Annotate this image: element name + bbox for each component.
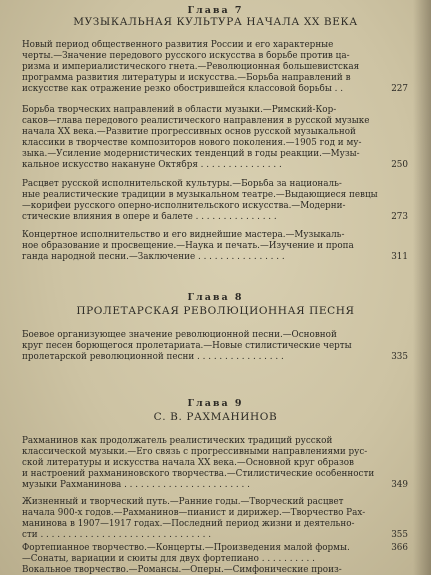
toc-line: музыки Рахманинова . . . . . . . . . . . . . . . . . . . . . . .	[22, 480, 250, 490]
toc-line: манинова в 1907—1917 годах.—Последний период жизни и деятельно-	[22, 519, 355, 529]
toc-line: сти . . . . . . . . . . . . . . . . . . . . . . . . . . . . . . .	[22, 530, 212, 540]
page-edge-shadow	[413, 0, 431, 575]
toc-line: программа развития литературы и искусства.—Борьба направлений в	[22, 73, 351, 83]
toc-line: Жизненный и творческий путь.—Ранние годы.—Творческий расцвет	[22, 497, 344, 507]
toc-line: стические влияния в опере и балете . . . . . . . . . . . . . . .	[22, 212, 277, 222]
toc-line: саков—глава передового реалистического направления в русской музыке	[22, 116, 370, 126]
toc-line: Вокальное творчество.—Романсы.—Оперы.—Симфонические произ-	[22, 565, 342, 575]
toc-line: классики в творчестве композиторов нового поколения.—1905 год и му-	[22, 138, 362, 148]
page-number: 355	[391, 530, 408, 540]
toc-line: ганда народной песни.—Заключение . . . . . . . . . . . . . . . .	[22, 252, 285, 262]
toc-line: —Сонаты, вариации и сюиты для двух фортепиано . . . . . . . . . .	[22, 554, 315, 564]
toc-line: Концертное исполнительство и его виднейшие мастера.—Музыкаль-	[22, 230, 345, 240]
toc-line: Расцвет русской исполнительской культуры.—Борьба за националь-	[22, 179, 342, 189]
toc-line: и настроений рахманиновского творчества.—Стилистические особенности	[22, 469, 375, 479]
page-number: 227	[391, 84, 408, 94]
page-number: 349	[391, 480, 408, 490]
page-number: 250	[391, 160, 408, 170]
chapter-9-label: Глава 9	[187, 398, 244, 409]
toc-line: начала XX века.—Развитие прогрессивных основ русской музыкальной	[22, 127, 356, 137]
toc-line: ризма и империалистического гнета.—Революционная большевистская	[22, 62, 360, 72]
chapter-8-label: Глава 8	[187, 292, 244, 303]
page-number: 311	[391, 252, 408, 262]
toc-line: черты.—Значение передового русского искусства в борьбе против ца-	[22, 51, 350, 61]
toc-line: классической музыки.—Его связь с прогрессивными направлениями рус-	[22, 447, 368, 457]
chapter-8-title: ПРОЛЕТАРСКАЯ РЕВОЛЮЦИОННАЯ ПЕСНЯ	[76, 305, 355, 317]
toc-line: Фортепианное творчество.—Концерты.—Произведения малой формы.	[22, 543, 350, 553]
toc-line: ской литературы и искусства начала XX века.—Основной круг образов	[22, 458, 354, 468]
toc-line: начала 900-х годов.—Рахманинов—пианист и дирижер.—Творчество Рах-	[22, 508, 366, 518]
page-number: 273	[391, 212, 408, 222]
chapter-7-title: МУЗЫКАЛЬНАЯ КУЛЬТУРА НАЧАЛА XX ВЕКА	[73, 16, 358, 28]
page-number: 366	[391, 543, 408, 553]
toc-line: ные реалистические традиции в музыкальном театре.—Выдающиеся певцы	[22, 190, 378, 200]
toc-line: Рахманинов как продолжатель реалистических традиций русской	[22, 436, 333, 446]
toc-line: пролетарской революционной песни . . . . . . . . . . . . . . . .	[22, 352, 284, 362]
toc-line: зыка.—Усиление модернистических тенденций в годы реакции.—Музы-	[22, 149, 360, 159]
toc-line: Борьба творческих направлений в области музыки.—Римский-Кор-	[22, 105, 337, 115]
toc-line: круг песен борющегося пролетариата.—Новые стилистические черты	[22, 341, 352, 351]
toc-line: —корифеи русского оперно-исполнительского искусства.—Модерни-	[22, 201, 346, 211]
toc-line: ное образование и просвещение.—Наука и печать.—Изучение и пропа	[22, 241, 354, 251]
toc-line-text: искусстве как отражение резко обострившейся классовой борьбы . .	[22, 84, 344, 94]
toc-line: кальное искусство накануне Октября . . . . . . . . . . . . . . .	[22, 160, 282, 170]
page-number: 335	[391, 352, 408, 362]
toc-line: Боевое организующее значение революционной песни.—Основной	[22, 330, 337, 340]
chapter-9-title: С. В. РАХМАНИНОВ	[153, 411, 278, 423]
toc-line	[22, 84, 400, 95]
toc-line: Новый период общественного развития России и его характерные	[22, 40, 334, 50]
chapter-7-label: Глава 7	[187, 5, 244, 16]
